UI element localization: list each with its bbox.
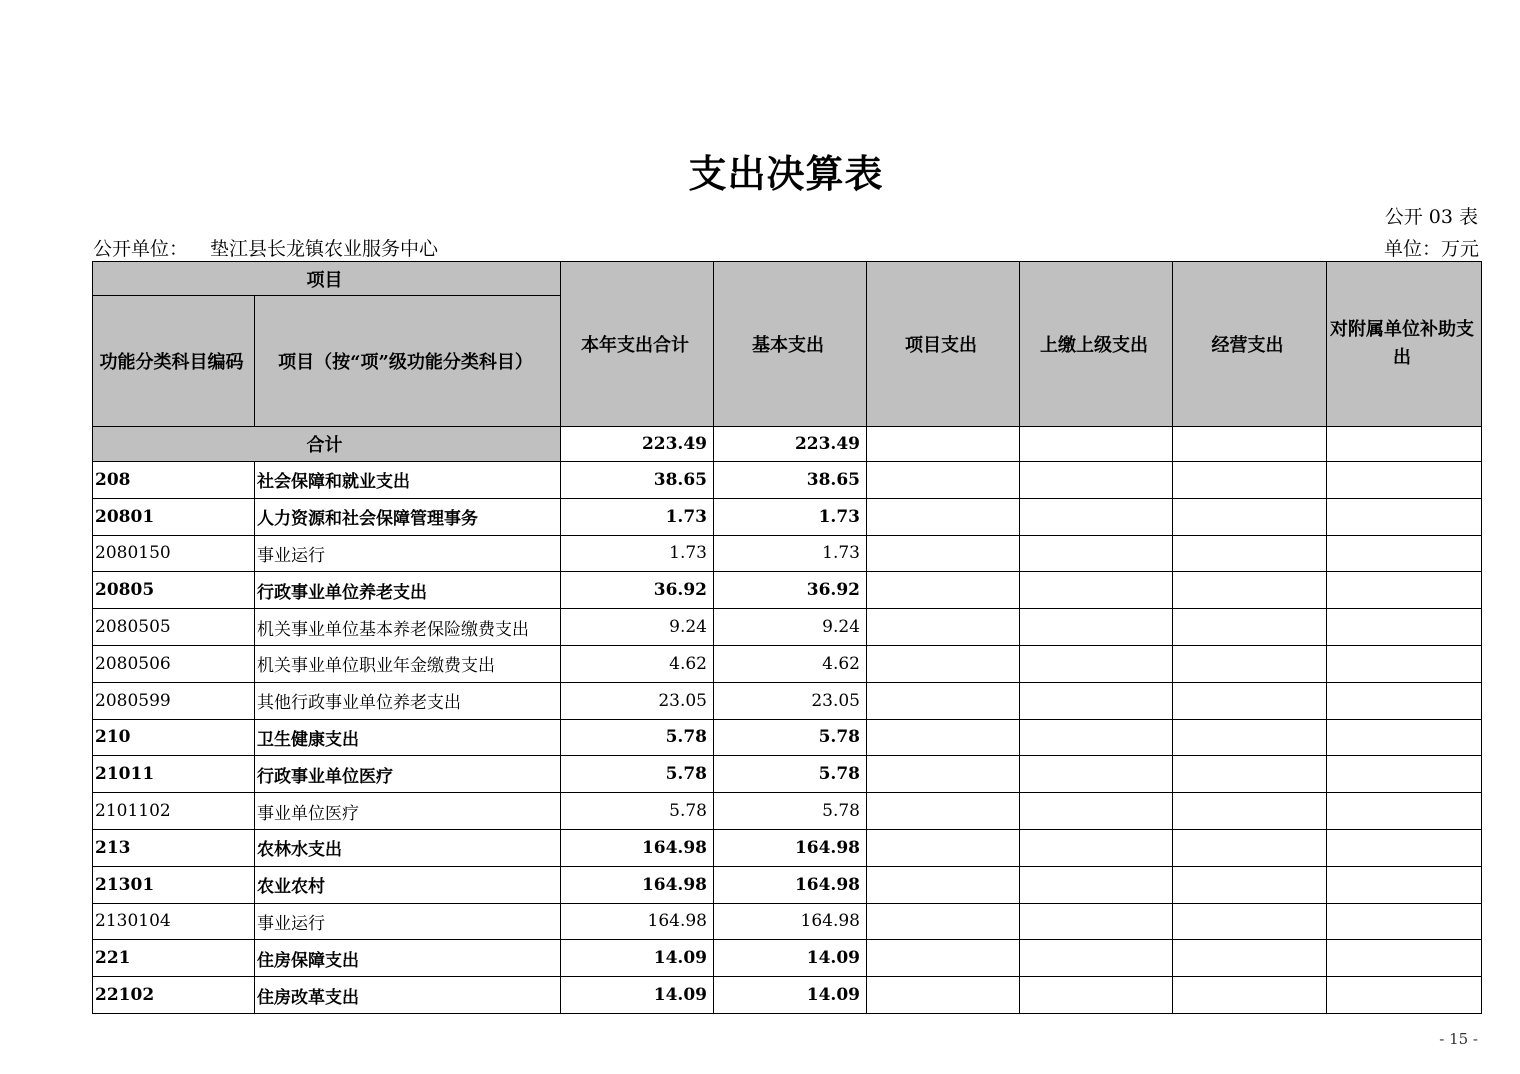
- row-name: 机关事业单位职业年金缴费支出: [255, 645, 561, 682]
- header-total: 本年支出合计: [561, 262, 714, 427]
- row-code: 21011: [93, 756, 255, 793]
- empty-cell: [1327, 609, 1482, 646]
- row-basic: 164.98: [714, 866, 867, 903]
- table-row: [93, 866, 1482, 903]
- empty-cell: [1173, 719, 1327, 756]
- total-basic: 223.49: [714, 427, 867, 462]
- empty-cell: [1020, 719, 1173, 756]
- row-name: 人力资源和社会保障管理事务: [255, 498, 561, 535]
- header-subsidy: 对附属单位补助支出: [1327, 262, 1482, 427]
- empty-cell: [1020, 645, 1173, 682]
- empty-cell: [1173, 829, 1327, 866]
- row-name: 卫生健康支出: [255, 719, 561, 756]
- empty-cell: [1327, 829, 1482, 866]
- table-row: [93, 645, 1482, 682]
- row-name: 农业农村: [255, 866, 561, 903]
- page-number: - 15 -: [1439, 1030, 1478, 1048]
- empty-cell: [1173, 535, 1327, 572]
- empty-cell: [1020, 427, 1173, 462]
- empty-cell: [1327, 572, 1482, 609]
- total-row: [93, 427, 1482, 462]
- row-basic: 23.05: [714, 682, 867, 719]
- empty-cell: [867, 719, 1020, 756]
- table-row: [93, 793, 1482, 830]
- row-name: 行政事业单位养老支出: [255, 572, 561, 609]
- empty-cell: [867, 427, 1020, 462]
- empty-cell: [867, 682, 1020, 719]
- empty-cell: [1327, 427, 1482, 462]
- row-total: 14.09: [561, 977, 714, 1014]
- row-name: 住房保障支出: [255, 940, 561, 977]
- empty-cell: [1020, 498, 1173, 535]
- empty-cell: [1020, 793, 1173, 830]
- empty-cell: [1020, 977, 1173, 1014]
- row-basic: 164.98: [714, 829, 867, 866]
- table-row: [93, 719, 1482, 756]
- empty-cell: [1173, 977, 1327, 1014]
- row-total: 9.24: [561, 609, 714, 646]
- empty-cell: [1327, 498, 1482, 535]
- row-basic: 164.98: [714, 903, 867, 940]
- empty-cell: [1173, 793, 1327, 830]
- empty-cell: [867, 535, 1020, 572]
- empty-cell: [1327, 793, 1482, 830]
- row-code: 2080505: [93, 609, 255, 646]
- header-project: 项目: [93, 262, 561, 296]
- empty-cell: [1020, 756, 1173, 793]
- row-total: 23.05: [561, 682, 714, 719]
- row-basic: 1.73: [714, 498, 867, 535]
- table-row: [93, 682, 1482, 719]
- empty-cell: [1327, 903, 1482, 940]
- empty-cell: [867, 462, 1020, 499]
- header-upper-level: 上缴上级支出: [1020, 262, 1173, 427]
- row-total: 5.78: [561, 793, 714, 830]
- row-total: 38.65: [561, 462, 714, 499]
- empty-cell: [867, 645, 1020, 682]
- empty-cell: [1327, 645, 1482, 682]
- row-name: 机关事业单位基本养老保险缴费支出: [255, 609, 561, 646]
- header-code: 功能分类科目编码: [93, 296, 255, 427]
- empty-cell: [867, 793, 1020, 830]
- row-basic: 5.78: [714, 719, 867, 756]
- row-code: 21301: [93, 866, 255, 903]
- row-basic: 36.92: [714, 572, 867, 609]
- table-row: [93, 498, 1482, 535]
- row-total: 5.78: [561, 719, 714, 756]
- empty-cell: [867, 903, 1020, 940]
- header-basic: 基本支出: [714, 262, 867, 427]
- row-total: 1.73: [561, 535, 714, 572]
- row-total: 164.98: [561, 866, 714, 903]
- empty-cell: [1173, 462, 1327, 499]
- row-code: 2130104: [93, 903, 255, 940]
- empty-cell: [867, 829, 1020, 866]
- row-basic: 14.09: [714, 977, 867, 1014]
- empty-cell: [1327, 866, 1482, 903]
- row-name: 其他行政事业单位养老支出: [255, 682, 561, 719]
- row-total: 5.78: [561, 756, 714, 793]
- empty-cell: [1173, 903, 1327, 940]
- row-code: 22102: [93, 977, 255, 1014]
- row-total: 14.09: [561, 940, 714, 977]
- header-business: 经营支出: [1173, 262, 1327, 427]
- empty-cell: [1327, 682, 1482, 719]
- table-row: [93, 829, 1482, 866]
- empty-cell: [1020, 682, 1173, 719]
- header-project-expenditure: 项目支出: [867, 262, 1020, 427]
- unit-info: [93, 234, 438, 261]
- empty-cell: [1327, 977, 1482, 1014]
- expenditure-table: [92, 261, 1482, 1014]
- empty-cell: [1020, 535, 1173, 572]
- unit-row: [93, 234, 1479, 260]
- row-basic: 1.73: [714, 535, 867, 572]
- empty-cell: [1020, 572, 1173, 609]
- empty-cell: [867, 609, 1020, 646]
- empty-cell: [1173, 756, 1327, 793]
- empty-cell: [1020, 609, 1173, 646]
- empty-cell: [1173, 498, 1327, 535]
- row-code: 213: [93, 829, 255, 866]
- row-code: 221: [93, 940, 255, 977]
- row-total: 4.62: [561, 645, 714, 682]
- currency-unit: 单位：万元: [1383, 238, 1479, 260]
- row-name: 住房改革支出: [255, 977, 561, 1014]
- row-name: 行政事业单位医疗: [255, 756, 561, 793]
- table-row: [93, 756, 1482, 793]
- row-basic: 4.62: [714, 645, 867, 682]
- row-basic: 9.24: [714, 609, 867, 646]
- empty-cell: [867, 498, 1020, 535]
- table-row: [93, 462, 1482, 499]
- row-code: 2101102: [93, 793, 255, 830]
- row-basic: 5.78: [714, 793, 867, 830]
- row-total: 164.98: [561, 903, 714, 940]
- empty-cell: [1173, 572, 1327, 609]
- table-row: [93, 940, 1482, 977]
- unit-name: 垫江县长龙镇农业服务中心: [210, 238, 439, 260]
- empty-cell: [867, 940, 1020, 977]
- form-id: 公开 03 表: [1384, 206, 1478, 228]
- empty-cell: [1020, 462, 1173, 499]
- row-code: 20801: [93, 498, 255, 535]
- row-code: 2080506: [93, 645, 255, 682]
- empty-cell: [1173, 940, 1327, 977]
- row-total: 164.98: [561, 829, 714, 866]
- empty-cell: [1173, 682, 1327, 719]
- table-row: [93, 609, 1482, 646]
- row-name: 农林水支出: [255, 829, 561, 866]
- empty-cell: [867, 756, 1020, 793]
- row-total: 36.92: [561, 572, 714, 609]
- row-code: 2080599: [93, 682, 255, 719]
- empty-cell: [1173, 609, 1327, 646]
- empty-cell: [1020, 903, 1173, 940]
- empty-cell: [867, 866, 1020, 903]
- row-name: 事业运行: [255, 535, 561, 572]
- empty-cell: [1020, 940, 1173, 977]
- empty-cell: [1327, 719, 1482, 756]
- row-basic: 5.78: [714, 756, 867, 793]
- row-name: 社会保障和就业支出: [255, 462, 561, 499]
- total-amount: 223.49: [561, 427, 714, 462]
- empty-cell: [1327, 535, 1482, 572]
- empty-cell: [867, 572, 1020, 609]
- header-name: 项目（按“项”级功能分类科目）: [255, 296, 561, 427]
- empty-cell: [1020, 866, 1173, 903]
- table-row: [93, 903, 1482, 940]
- empty-cell: [1327, 756, 1482, 793]
- row-basic: 14.09: [714, 940, 867, 977]
- table-row: [93, 977, 1482, 1014]
- table-row: [93, 572, 1482, 609]
- row-code: 20805: [93, 572, 255, 609]
- empty-cell: [1327, 462, 1482, 499]
- row-name: 事业单位医疗: [255, 793, 561, 830]
- row-code: 210: [93, 719, 255, 756]
- total-label: 合计: [93, 427, 561, 462]
- row-name: 事业运行: [255, 903, 561, 940]
- page-title: 支出决算表: [688, 151, 884, 196]
- empty-cell: [867, 977, 1020, 1014]
- empty-cell: [1173, 427, 1327, 462]
- row-basic: 38.65: [714, 462, 867, 499]
- unit-label: 公开单位：: [93, 238, 189, 260]
- row-code: 2080150: [93, 535, 255, 572]
- empty-cell: [1327, 940, 1482, 977]
- table-row: [93, 535, 1482, 572]
- empty-cell: [1020, 829, 1173, 866]
- empty-cell: [1173, 866, 1327, 903]
- row-code: 208: [93, 462, 255, 499]
- row-total: 1.73: [561, 498, 714, 535]
- empty-cell: [1173, 645, 1327, 682]
